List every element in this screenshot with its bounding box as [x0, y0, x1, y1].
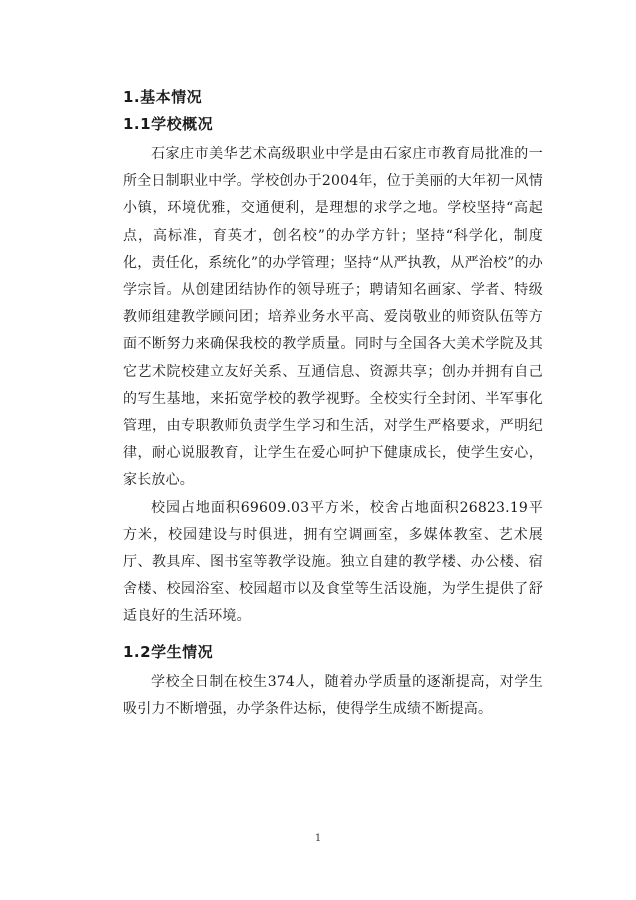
section-heading-student-info: 1.2学生情况 — [123, 642, 214, 661]
paragraph-campus-facilities: 校园占地面积69609.03平方米，校舍占地面积26823.19平方米，校园建设与时俱进，拥有空调画室，多媒体教室、艺术展厅、教具库、图书室等教学设施。独立自建的教学楼、办公楼、宿舍楼、校园浴室、校园超市以及食堂等生活设施，为学生提供了舒适良好的生活环境。 — [123, 499, 543, 625]
section-heading-school-overview: 1.1学校概况 — [123, 115, 214, 133]
page-number: 1 — [314, 833, 322, 844]
paragraph-school-overview: 石家庄市美华艺术高级职业中学是由石家庄市教育局批准的一所全日制职业中学。学校创办于2004年，位于美丽的大年初一风情小镇，环境优雅，交通便利，是理想的求学之地。学校坚持“高起点，高标准，育英才，创名校”的办学方针；坚持“科学化，制度化，责任化，系统化”的办学管理；坚持“从严执教，从严治校”的办学宗旨。从创建团结协作的领导班子；聘请知名画家、学者、特级教师组建教学顾问团；培养业务水平高、爱岗敬业的师资队伍等方面不断努力来确保我校的教学质量。同时与全国各大美术学院及其它艺术院校建立友好关系、互通信息、资源共享；创办并拥有自己的写生基地，来拓宽学校的教学视野。全校实行全封闭、半军事化管理，由专职教师负责学生学习和生活，对学生严格要求，严明纪律，耐心说服教育，让学生在爱心呵护下健康成长，使学生安心，家长放心。 — [123, 146, 543, 489]
document-body — [123, 84, 543, 723]
paragraph-student-info: 学校全日制在校生374人，随着办学质量的逐渐提高，对学生吸引力不断增强，办学条件达标，使得学生成绩不断提高。 — [123, 673, 543, 717]
section-heading-basic-info: 1.基本情况 — [123, 88, 203, 106]
